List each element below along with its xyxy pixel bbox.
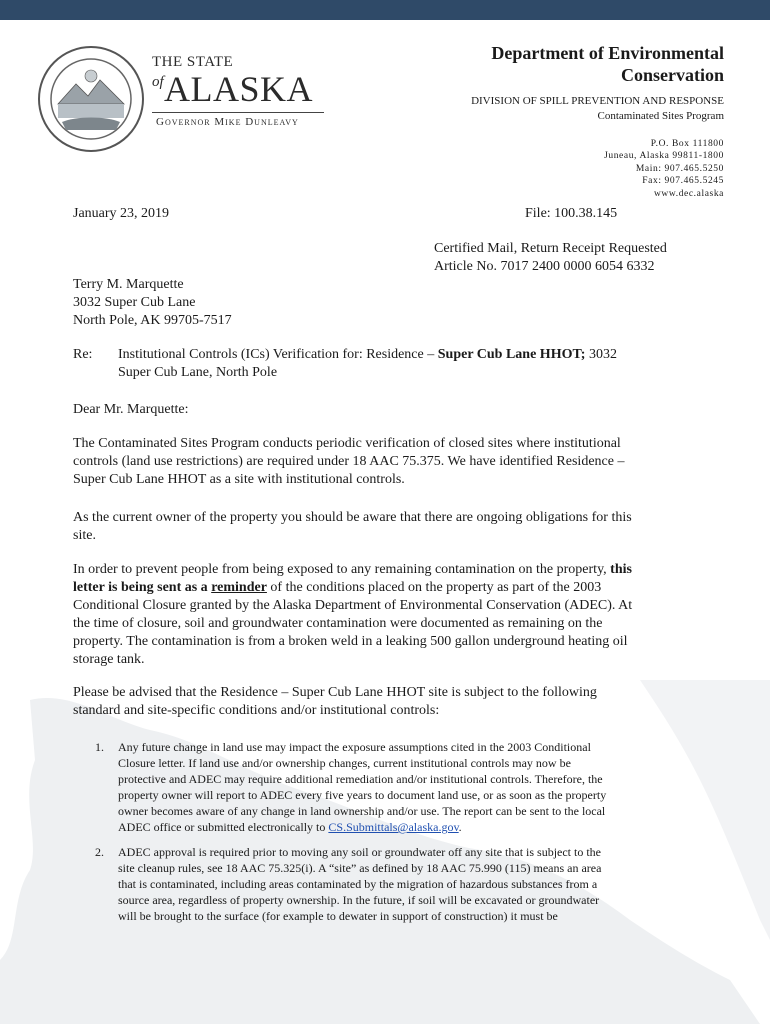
address-website: www.dec.alaska [653, 188, 724, 199]
address-po-box: P.O. Box 111800 [650, 139, 724, 149]
paragraph-line: Please be advised that the Residence – Super Cub Lane HHOT site is subject to the following [73, 685, 597, 700]
list-item-line: Closure letter. If land use and/or ownership changes, current institutional controls may now be [118, 756, 571, 770]
paragraph-line: the time of closure, soil and groundwater contamination were documented as remaining on the [73, 616, 603, 631]
recipient-address [73, 276, 232, 330]
file-number: File: 100.38.145 [525, 206, 618, 221]
list-item-line: protective and ADEC may require additional remediation and/or institutional controls. Therefore, the [118, 772, 603, 786]
list-item-text: ADEC office or submitted electronically to [118, 820, 329, 834]
letter-date: January 23, 2019 [73, 206, 170, 221]
recipient-street: 3032 Super Cub Lane [73, 295, 196, 310]
address-city: Juneau, Alaska 99811-1800 [604, 151, 724, 162]
list-item-line: Any future change in land use may impact the exposure assumptions cited in the 2003 Conditional [118, 740, 591, 754]
paragraph-reminder [73, 561, 685, 669]
paragraph-line: standard and site-specific conditions and/or institutional controls: [73, 703, 440, 718]
certified-mail-line: Certified Mail, Return Receipt Requested [434, 241, 667, 256]
re-subject-line2: Super Cub Lane, North Pole [118, 365, 278, 380]
list-item [118, 739, 688, 835]
list-item-line: that is contaminated, including areas contaminated by the migration of hazardous substances from a [118, 877, 598, 891]
division-name: DIVISION OF SPILL PREVENTION AND RESPONSE [471, 95, 724, 107]
department-title-line2: Conservation [621, 65, 724, 85]
paragraph-line: The Contaminated Sites Program conducts periodic verification of closed sites where institutional [73, 436, 621, 451]
list-item-line: site cleanup rules, see 18 AAC 75.325(i). A “site” as defined by 18 AAC 75.990 (115) means an area [118, 861, 602, 875]
department-title-line1: Department of Environmental [491, 43, 724, 63]
logo-rule [152, 112, 324, 113]
reminder-bold-text: letter is being sent as a [73, 580, 212, 595]
recipient-name: Terry M. Marquette [73, 277, 184, 292]
paragraph-line: Conditional Closure granted by the Alaska Department of Environmental Conservation (ADEC). At [73, 598, 633, 613]
re-subject-suffix: 3032 [585, 347, 617, 362]
list-item [118, 844, 688, 924]
state-logo [152, 54, 327, 128]
list-item-line: will be brought to the surface (for example to dewater in support of construction) it must be [118, 909, 558, 923]
re-subject [118, 346, 678, 382]
list-item-line: source area, regardless of property ownership. In the future, if soil will be excavated or groundwater [118, 893, 600, 907]
paragraph-conditions-intro [73, 684, 673, 720]
paragraph-text: In order to prevent people from being exposed to any remaining contamination on the property, [73, 562, 611, 577]
paragraph-line: Super Cub Lane HHOT as a site with institutional controls. [73, 472, 405, 487]
salutation: Dear Mr. Marquette: [73, 402, 189, 417]
article-number: Article No. 7017 2400 0000 6054 6332 [434, 259, 655, 274]
governor-line: Governor Mike Dunleavy [156, 116, 299, 128]
paragraph-verification [73, 435, 673, 489]
recipient-city: North Pole, AK 99705-7517 [73, 313, 232, 328]
paragraph-line: property. The contamination is from a broken weld in a leaking 500 gallon underground heating oil [73, 634, 628, 649]
paragraph-line: storage tank. [73, 652, 145, 667]
paragraph-line: As the current owner of the property you should be aware that there are ongoing obligations for this [73, 510, 632, 525]
paragraph-line: site. [73, 528, 96, 543]
list-item-number: 2. [95, 845, 104, 859]
alaska-wordmark: ALASKA [164, 69, 314, 109]
re-site-name: Super Cub Lane HHOT; [437, 347, 586, 362]
address-fax: Fax: 907.465.5245 [642, 176, 724, 187]
paragraph-obligations [73, 509, 685, 545]
list-item-line: property owner will report to ADEC every five years to document land use, or as soon as the property [118, 788, 607, 802]
list-item-line: ADEC approval is required prior to moving any soil or groundwater off any site that is subject to the [118, 845, 602, 859]
top-banner-bar [0, 0, 770, 20]
submittals-email-link[interactable]: CS.Submittals@alaska.gov [328, 820, 459, 834]
department-heading [404, 42, 724, 86]
list-item-text: . [458, 820, 462, 834]
paragraph-text: of the conditions placed on the property as part of the 2003 [266, 580, 602, 595]
the-state-text: THE STATE [152, 54, 234, 70]
list-item-number: 1. [95, 740, 104, 754]
program-name: Contaminated Sites Program [597, 110, 724, 122]
reminder-bold-this: this [610, 562, 632, 577]
address-main-phone: Main: 907.465.5250 [635, 163, 724, 174]
re-label: Re: [73, 347, 93, 362]
certified-mail-block [434, 240, 667, 276]
state-seal-icon [36, 44, 146, 154]
department-address [604, 138, 724, 200]
of-text: of [152, 74, 164, 90]
list-item-line: owner becomes aware of any change in land ownership and/or use. The report can be sent to the local [118, 804, 606, 818]
paragraph-line: controls (land use restrictions) are required under 18 AAC 75.375. We have identified Residence – [73, 454, 625, 469]
re-subject-prefix: Institutional Controls (ICs) Verification for: Residence – [118, 347, 438, 362]
reminder-underlined: reminder [211, 580, 267, 595]
